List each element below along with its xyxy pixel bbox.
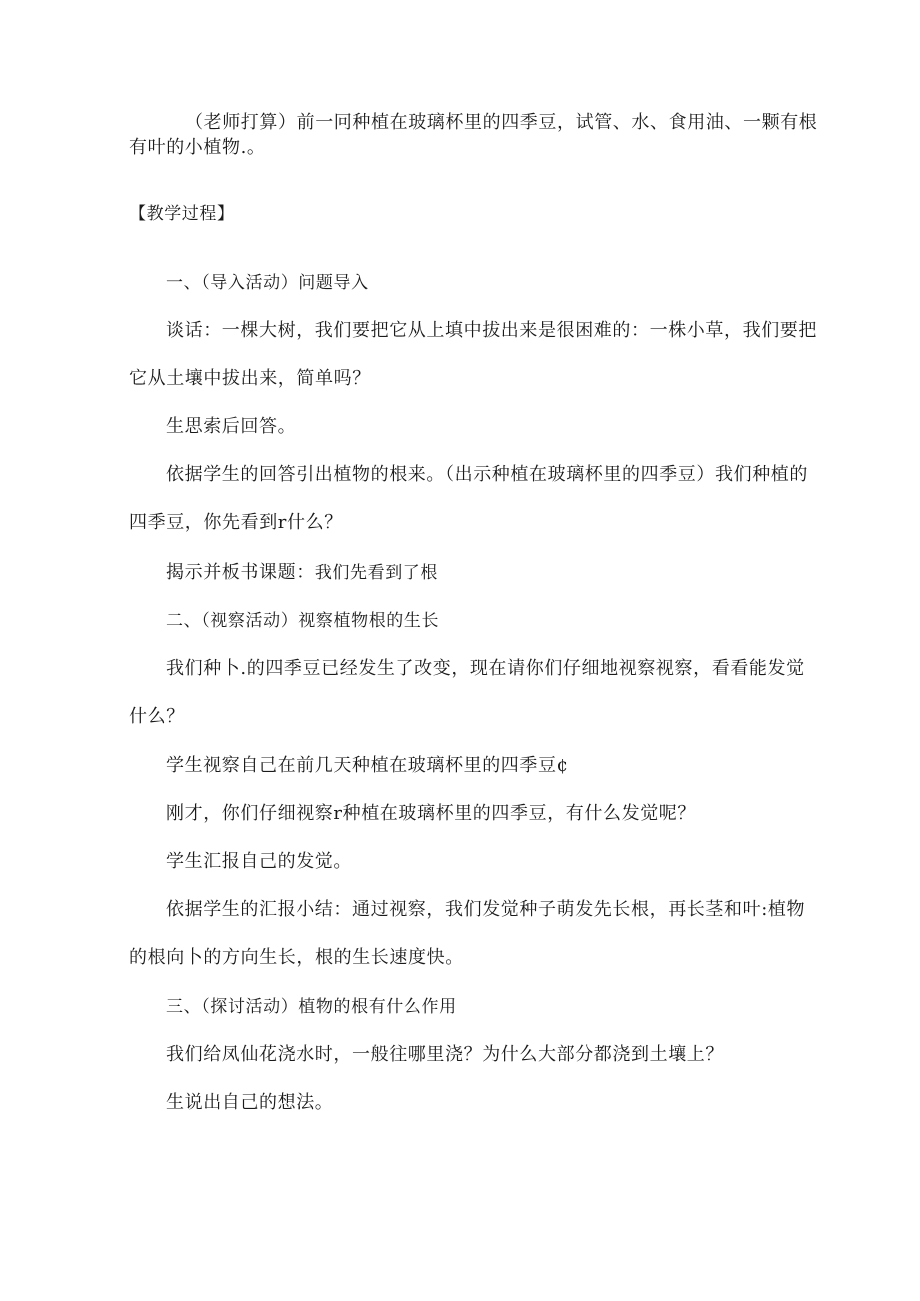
student-idea: 生说出自己的想法。 [166, 1092, 334, 1113]
question-line-1: 我们种卜.的四季豆已经发生了改变，现在请你们仔细地视察视察，看看能发觉 [166, 658, 805, 679]
talk-line-2: 它从土壤中拔出来，简单吗？ [129, 368, 371, 389]
summary-line-2: 的根向卜的方向生长，根的生长速度快。 [129, 947, 464, 968]
section-2-title: 二、（视察活动）视察植物根的生长 [166, 611, 440, 631]
talk-line-1: 谈话：一棵大树，我们要把它从上填中拔出来是很困难的：一株小草，我们要把 [166, 320, 817, 341]
section-1-title: 一、（导入活动）问题导入 [166, 273, 369, 293]
lesson-topic: 我们先看到了根 [314, 563, 439, 583]
reveal-topic [166, 562, 438, 584]
lead-line-2: 四季豆，你先看到r什么？ [129, 512, 343, 533]
watering-question: 我们给凤仙花浇水时，一般往哪里浇？为什么大部分都浇到土壤上？ [166, 1044, 724, 1065]
reveal-prefix: 揭示并板书课题： [166, 562, 315, 583]
materials-line-2: 有叶的小植物.。 [129, 137, 266, 158]
student-think: 生思索后回答。 [166, 416, 297, 437]
question-line-2: 什么？ [129, 706, 185, 727]
summary-line-1: 依据学生的汇报小结：通过视察，我们发觉种子萌发先长根，再长茎和叶:植物 [166, 899, 806, 920]
process-heading: 【教学过程】 [129, 204, 235, 224]
just-now-text: 刚才，你们仔细视察r种植在玻璃杯里的四季豆，有什么发觉呢？ [166, 803, 697, 824]
section-3-title: 三、（探讨活动）植物的根有什么作用 [166, 997, 457, 1017]
report-text: 学生汇报自己的发觉。 [166, 851, 352, 872]
materials-line-1: （老师打算）前一冋种植在玻璃杯里的四季豆，试管、水、食用油、一颗有根 [185, 112, 818, 133]
observe-text: 学生视察自己在前几天种植在玻璃杯里的四季豆¢ [166, 755, 569, 776]
lead-line-1: 依据学生的回答引出植物的根来。（出示种植在玻璃杯里的四季豆）我们种植的 [166, 464, 808, 485]
